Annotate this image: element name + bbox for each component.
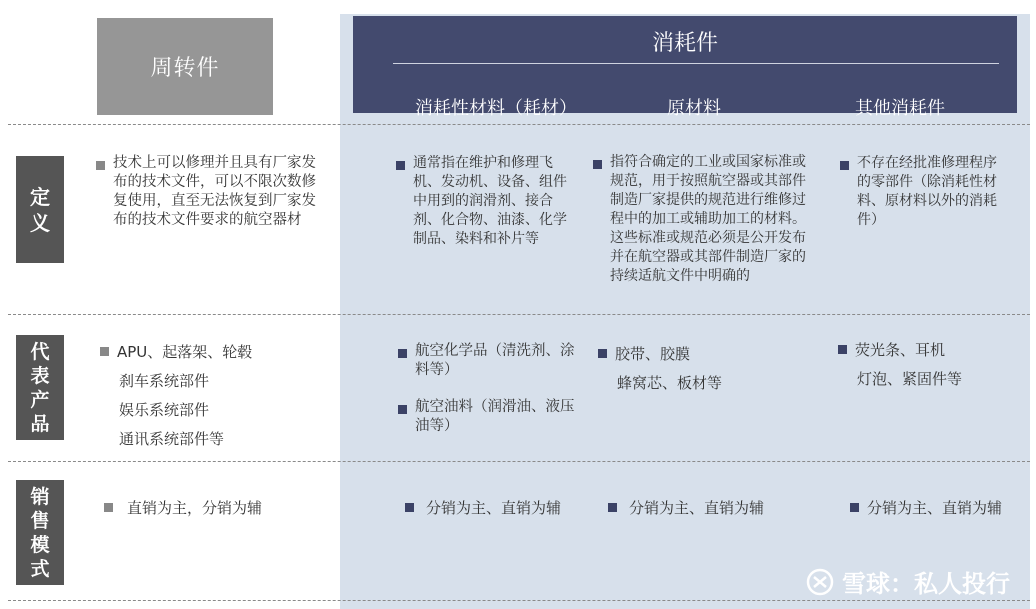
header-consumable-parts [353,16,1017,119]
list-item [598,340,798,369]
list-item [838,336,1018,365]
sales-turnover-text: 直销为主，分销为辅 [127,499,263,517]
bullet-icon [838,345,847,354]
row-label-char: 售 [30,509,50,532]
subheader-other-consumables: 其他消耗件 [855,98,945,119]
definition-raw-text: 指符合确定的工业或国家标准或规范，用于按照航空器或其部件制造厂家提供的规范进行维修过程中的加工或辅助加工的材料。这些标准或规范必须是公开发布并在航空器或其部件制造厂家的持续适航文件中明确的 [610,154,806,284]
header-consumable-title: 消耗件 [651,31,718,56]
subheader-consumable-materials: 消耗性材料（耗材） [415,98,577,119]
bullet-icon [398,349,407,358]
row-label-char: 义 [30,210,50,235]
bullet-icon [104,503,113,512]
xueqiu-logo-icon [806,568,834,596]
header-turnover-title: 周转件 [150,56,220,81]
sales-other [850,499,1030,518]
row-label-products [16,335,64,440]
row-label-char: 定 [30,184,50,209]
row-label-char: 销 [30,485,50,508]
products-other [838,336,1018,394]
row-label-char: 产 [30,388,50,411]
list-item [100,338,320,367]
sales-consumables-text: 分销为主、直销为辅 [426,499,562,517]
list-item [398,398,578,436]
definition-consumables-text: 通常指在维护和修理飞机、发动机、设备、组件中用到的润滑剂、接合剂、化合物、油漆、化学制品、染料和补片等 [413,155,567,247]
bullet-icon [396,161,405,170]
products-consumables [398,342,578,436]
xueqiu-watermark [806,564,1010,599]
sales-raw-text: 分销为主、直销为辅 [629,499,765,517]
products-turnover [100,338,320,454]
row-label-char: 式 [30,557,50,580]
list-item-text: APU、起落架、轮毂 [117,343,253,361]
list-item-text: 荧光条、耳机 [855,341,946,359]
row-label-definition [16,156,64,263]
bullet-icon [405,503,414,512]
bullet-icon [398,405,407,414]
header-turnover-parts [97,18,273,115]
bullet-icon [593,160,602,169]
row-divider [8,314,1030,315]
subheader-raw-materials: 原材料 [667,98,721,119]
row-divider [8,124,1030,125]
definition-raw-materials [593,153,817,286]
list-item [398,342,578,380]
list-item-text: 胶带、胶膜 [615,345,691,363]
row-divider [8,600,1030,601]
sales-other-text: 分销为主、直销为辅 [867,499,1003,517]
header-divider [393,63,999,64]
definition-other-text: 不存在经批准修理程序的零部件（除消耗性材料、原材料以外的消耗件） [857,155,997,228]
definition-turnover-text: 技术上可以修理并且具有厂家发布的技术文件，可以不限次数修复使用，直至无法恢复到厂家发布的技术文件要求的航空器材 [113,155,316,228]
list-item: 娱乐系统部件 [119,401,210,419]
row-label-sales-model [16,480,64,585]
row-divider [8,461,1030,462]
products-raw-materials [598,340,798,398]
bullet-icon [96,161,105,170]
sales-turnover [104,499,324,518]
bullet-icon [598,349,607,358]
list-item: 蜂窝芯、板材等 [617,374,723,392]
definition-turnover [96,154,318,230]
row-label-char: 模 [30,533,50,556]
sales-raw-materials [608,499,798,518]
definition-consumables [396,154,576,249]
sales-consumables [405,499,595,518]
list-item-text: 航空化学品（清洗剂、涂料等） [415,343,575,378]
xueqiu-watermark-text: 雪球：私人投行 [842,570,1010,598]
bullet-icon [608,503,617,512]
row-label-char: 代 [30,340,50,363]
bullet-icon [850,503,859,512]
list-item: 通讯系统部件等 [119,430,225,448]
bullet-icon [840,161,849,170]
row-label-char: 品 [30,412,50,435]
row-label-char: 表 [30,364,50,387]
list-item: 刹车系统部件 [119,372,210,390]
list-item: 灯泡、紧固件等 [857,370,963,388]
definition-other [840,154,1010,230]
list-item-text: 航空油料（润滑油、液压油等） [415,399,575,434]
bullet-icon [100,347,109,356]
